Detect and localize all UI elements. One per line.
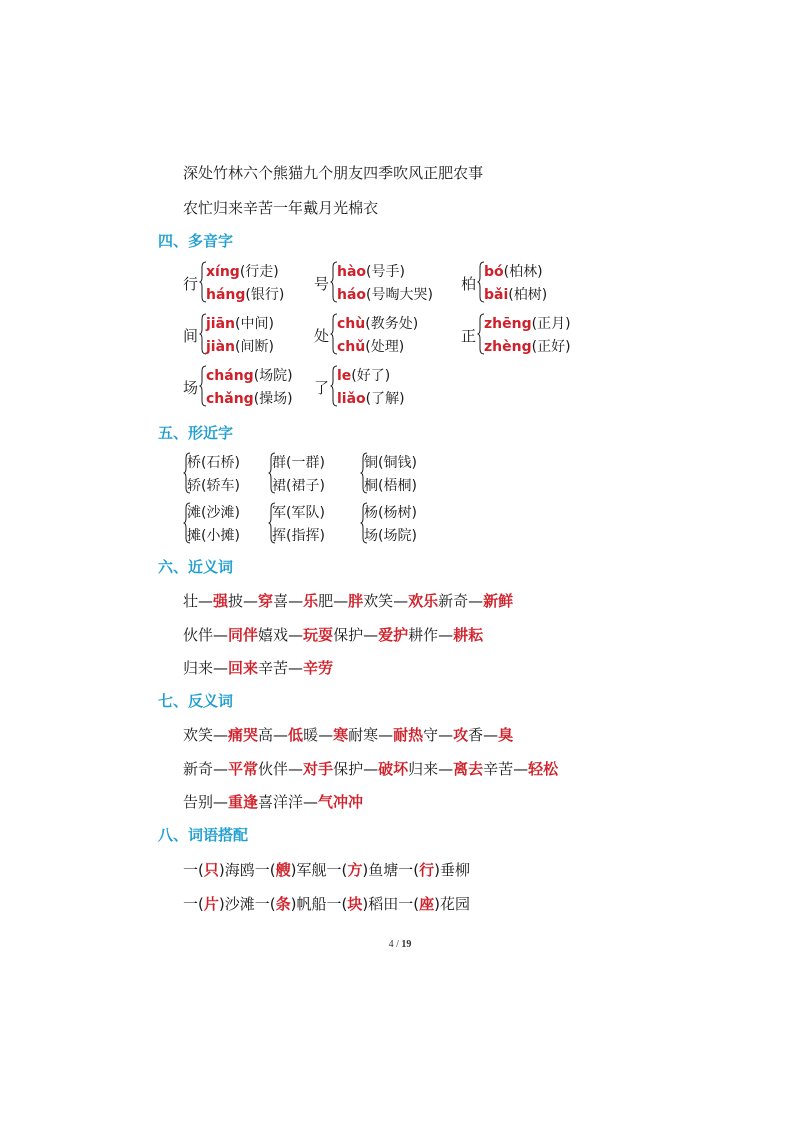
example-word: (柏林) [503,264,543,280]
antonym-answer: 破坏 [378,760,409,778]
noun: 军舰 [296,861,327,879]
antonym-pair [303,726,348,744]
antonym-answer: 气冲冲 [318,793,364,811]
antonym-pair [183,793,258,811]
pinyin: cháng [206,368,254,384]
section-title-antonyms: 七、反义词 [158,692,234,710]
dash: ) [290,861,297,879]
noun: 帆船 [296,895,327,913]
synonym-answer: 同伴 [228,626,259,644]
antonym-answer: 离去 [453,760,484,778]
word: 耐寒 [348,726,379,744]
dash: — [393,592,409,610]
word: 竹林 [213,164,244,182]
antonym-pair [468,726,513,744]
dash: — [438,760,454,778]
dash: 一( [254,861,276,879]
noun: 海鸥 [224,861,255,879]
collocation-item [327,861,399,879]
polyphone-group [461,261,611,307]
word: 告别 [183,793,214,811]
noun: 花园 [439,895,470,913]
polyphone-reading [337,336,404,356]
word: 肥 [318,592,334,610]
word: 农忙 [183,199,214,217]
pinyin: jiàn [206,339,236,355]
measure-word: 艘 [275,861,291,879]
word: 壮 [183,592,199,610]
example-word: (中间) [235,316,274,332]
similar-char-item: 桥(石桥) [187,455,240,471]
pinyin: chǎng [206,391,254,407]
dash: — [303,793,319,811]
dash: — [333,592,349,610]
example-word: (处理) [365,339,405,355]
pinyin: bǎi [484,287,509,303]
antonym-answer: 低 [288,726,304,744]
measure-word: 座 [419,895,435,913]
dash: — [468,592,484,610]
example-word: (正好) [531,339,571,355]
dash: ) [362,895,369,913]
synonym-answer: 玩耍 [303,626,334,644]
antonym-answer: 对手 [303,760,334,778]
measure-word: 方 [347,861,363,879]
dash: — [438,726,454,744]
word: 高 [258,726,274,744]
antonym-pair [183,760,258,778]
collocation-item [183,861,255,879]
collocation-item [255,861,327,879]
similar-char-item: 摊(小摊) [187,528,240,544]
similar-char-item: 军(军队) [272,505,325,521]
dash: — [213,726,229,744]
dash: — [273,726,289,744]
word: 喜洋洋 [258,793,304,811]
synonym-pair [228,592,273,610]
polyphone-char: 正 [461,327,477,345]
antonym-answer: 轻松 [528,760,559,778]
polyphone-group [183,313,333,359]
word: 棉衣 [348,199,379,217]
similar-char-group [268,452,353,498]
antonym-pair [183,726,258,744]
polyphone-group [461,313,611,359]
word: 农事 [453,164,484,182]
polyphone-char: 柏 [461,275,477,293]
dash: — [513,760,529,778]
polyphone-reading [484,336,571,356]
word: 归来 [183,659,214,677]
example-word: (正月) [531,316,571,332]
word: 保护 [333,760,364,778]
antonym-answer: 攻 [453,726,469,744]
collocation-item [398,861,470,879]
dash: ) [362,861,369,879]
polyphone-reading [206,336,274,356]
word: 伙伴 [183,626,214,644]
polyphone-reading [484,313,571,333]
word: 欢笑 [183,726,214,744]
polyphone-group [314,261,464,307]
word: 香 [468,726,484,744]
dash: 一( [398,895,420,913]
word: 正肥 [423,164,454,182]
word: 保护 [333,626,364,644]
polyphone-reading [337,284,433,304]
synonym-answer: 乐 [303,592,319,610]
polyphone-reading [206,313,274,333]
synonym-pair [318,592,363,610]
dash: — [288,659,304,677]
synonym-answer: 爱护 [378,626,409,644]
synonym-answer: 回来 [228,659,259,677]
polyphone-reading [337,388,405,408]
dash: — [213,659,229,677]
polyphone-reading [484,284,547,304]
antonym-pair [258,760,333,778]
example-word: (场院) [253,368,293,384]
antonym-pair [333,760,408,778]
noun: 鱼塘 [368,861,399,879]
pinyin: háng [206,287,246,303]
polyphone-reading [206,261,279,281]
similar-char-item: 铜(铜钱) [364,455,417,471]
antonym-pair [408,760,483,778]
synonym-answer: 耕耘 [453,626,484,644]
polyphone-char: 行 [183,275,199,293]
pinyin: chǔ [337,339,366,355]
collocation-item [255,895,327,913]
antonym-answer: 臭 [498,726,514,744]
similar-char-item: 杨(杨树) [364,505,417,521]
dash: ) [434,861,440,879]
antonym-pair [483,760,558,778]
vocab-row-2 [183,197,378,218]
polyphone-char: 场 [183,379,199,397]
synonym-pair [258,626,333,644]
pinyin: jiān [206,316,236,332]
word: 辛苦 [483,760,514,778]
section-title-polyphone: 四、多音字 [158,232,234,250]
page-total: 19 [401,939,412,950]
word: 归来 [408,760,439,778]
polyphone-char: 号 [314,275,330,293]
example-word: (好了) [351,368,391,384]
antonym-pair [423,726,468,744]
example-word: (柏树) [508,287,548,303]
synonym-pair [363,592,438,610]
synonym-answer: 强 [213,592,229,610]
similar-char-group [183,502,268,548]
antonym-row [183,791,363,812]
dash: ) [434,895,440,913]
similar-char-group [183,452,268,498]
word: 吹风 [393,164,424,182]
word: 九个 [303,164,334,182]
pinyin: háo [337,287,367,303]
page-number: 4 / 19 [388,939,412,950]
synonym-pair [408,626,483,644]
dash: — [198,592,214,610]
antonym-row [183,724,513,745]
example-word: (行走) [239,264,279,280]
dash: — [213,760,229,778]
word: 深处 [183,164,214,182]
example-word: (间断) [235,339,274,355]
synonym-pair [183,592,228,610]
synonym-row [183,590,513,611]
polyphone-reading [337,313,418,333]
pinyin: xíng [206,264,240,280]
noun: 沙滩 [224,895,255,913]
word: 耕作 [408,626,439,644]
synonym-pair [438,592,513,610]
measure-word: 只 [203,861,219,879]
word: 朋友 [333,164,364,182]
antonym-answer: 耐热 [393,726,424,744]
word: 暖 [303,726,319,744]
example-word: (操场) [253,391,293,407]
word: 四季 [363,164,394,182]
polyphone-group [183,261,333,307]
measure-word: 条 [275,895,291,913]
synonym-pair [183,659,258,677]
measure-word: 块 [347,895,363,913]
example-word: (银行) [245,287,285,303]
antonym-answer: 寒 [333,726,349,744]
word: 一年 [273,199,304,217]
vocab-row-1 [183,162,483,183]
dash: — [483,726,499,744]
word: 归来 [213,199,244,217]
polyphone-group [314,365,464,411]
collocation-row [183,859,470,880]
pinyin: le [337,368,352,384]
similar-char-item: 群(一群) [272,455,325,471]
similar-char-group [268,502,353,548]
dash: — [213,626,229,644]
dash: ) [218,895,225,913]
similar-char-group [360,452,445,498]
synonym-row [183,657,333,678]
polyphone-char: 间 [183,327,199,345]
synonym-pair [183,626,258,644]
synonym-answer: 辛劳 [303,659,334,677]
antonym-row [183,758,558,779]
dash: — [363,760,379,778]
dash: — [378,726,394,744]
word: 戴月光 [303,199,349,217]
dash: — [288,592,304,610]
dash: ) [290,895,297,913]
word: 喜 [273,592,289,610]
dash: — [213,793,229,811]
dash: — [438,626,454,644]
dash: — [363,626,379,644]
antonym-pair [258,726,303,744]
example-word: (了解) [365,391,405,407]
word: 嬉戏 [258,626,289,644]
similar-char-item: 挥(指挥) [272,528,325,544]
word: 六个 [243,164,274,182]
word: 辛苦 [258,659,289,677]
dash: — [288,626,304,644]
polyphone-group [314,313,464,359]
polyphone-reading [206,388,293,408]
polyphone-reading [206,284,284,304]
dash: 一( [398,861,420,879]
dash: — [243,592,259,610]
synonym-answer: 新鲜 [483,592,514,610]
antonym-pair [348,726,423,744]
collocation-item [327,895,399,913]
example-word: (号手) [366,264,405,280]
word: 辛苦 [243,199,274,217]
synonym-pair [273,592,318,610]
pinyin: bó [484,264,504,280]
dash: ) [218,861,225,879]
noun: 垂柳 [439,861,470,879]
dash: — [318,726,334,744]
polyphone-reading [337,365,390,385]
example-word: (教务处) [365,316,419,332]
pinyin: hào [337,264,367,280]
synonym-answer: 胖 [348,592,364,610]
synonym-answer: 穿 [258,592,274,610]
example-word: (号啕大哭) [366,287,433,303]
measure-word: 片 [203,895,219,913]
polyphone-group [183,365,333,411]
synonym-pair [258,659,333,677]
synonym-pair [333,626,408,644]
antonym-answer: 重逢 [228,793,259,811]
pinyin: liǎo [337,391,366,407]
word: 新奇 [438,592,469,610]
collocation-item [183,895,255,913]
dash: 一( [183,861,204,879]
dash: 一( [326,895,348,913]
noun: 稻田 [368,895,399,913]
page-current: 4 [388,939,394,950]
similar-char-group [360,502,445,548]
similar-char-item: 裙(裙子) [272,478,325,494]
dash: — [288,760,304,778]
word: 伙伴 [258,760,289,778]
word: 披 [228,592,244,610]
antonym-answer: 痛哭 [228,726,259,744]
dash: 一( [326,861,348,879]
collocation-row [183,893,470,914]
synonym-answer: 欢乐 [408,592,439,610]
pinyin: zhēng [484,316,532,332]
measure-word: 行 [419,861,435,879]
collocation-item [398,895,470,913]
polyphone-reading [337,261,405,281]
polyphone-char: 了 [314,379,330,397]
pinyin: chù [337,316,366,332]
polyphone-char: 处 [314,327,330,345]
section-title-collocation: 八、词语搭配 [158,826,249,844]
similar-char-item: 场(场院) [364,528,417,544]
section-title-synonyms: 六、近义词 [158,558,234,576]
similar-char-item: 轿(轿车) [187,478,240,494]
similar-char-item: 滩(沙滩) [187,505,240,521]
word: 欢笑 [363,592,394,610]
synonym-row [183,624,483,645]
word: 熊猫 [273,164,304,182]
word: 新奇 [183,760,214,778]
dash: 一( [183,895,204,913]
polyphone-reading [206,365,293,385]
word: 守 [423,726,439,744]
section-title-similar-chars: 五、形近字 [158,424,234,442]
antonym-answer: 平常 [228,760,259,778]
antonym-pair [258,793,363,811]
pinyin: zhèng [484,339,532,355]
polyphone-reading [484,261,543,281]
dash: 一( [254,895,276,913]
similar-char-item: 桐(梧桐) [364,478,417,494]
